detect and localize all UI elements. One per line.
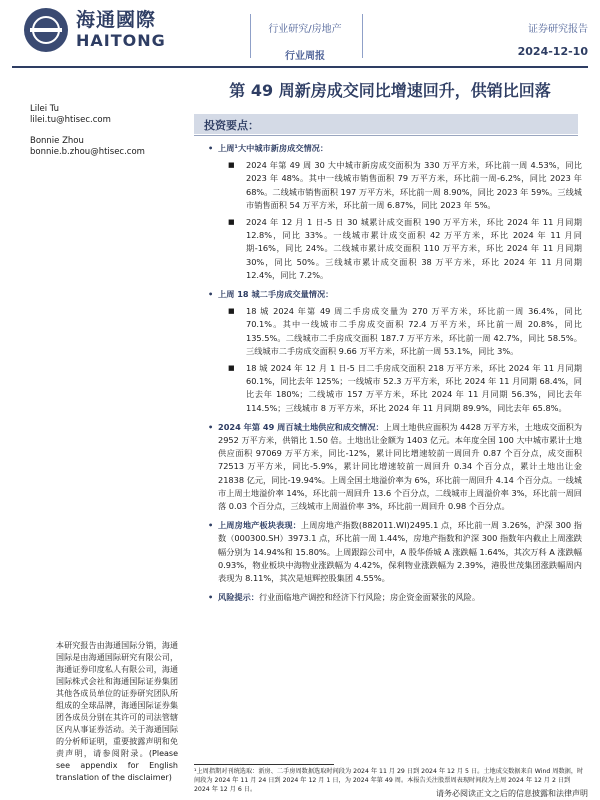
key-points-title: 投资要点：: [204, 119, 259, 132]
key-points-rule: [194, 135, 578, 136]
disclaimer-text: 本研究报告由海通国际分销，海通国际是由海通国际研究有限公司，海通证券印度私人有限公司，海通国际株式会社和海通国际证券集团其他各成员单位的证券研究团队所组成的全球品牌，海通国际证券集团各成员分别在其许可的司法管辖区内从事证券活动。关于海通国际的分析师证明，重要披露声明和免责声明，请参阅附录。(Please see appendix for English translation of the disclaimer): [56, 641, 178, 782]
report-date: 2024-12-10: [517, 45, 588, 58]
key-points-content: [206, 142, 582, 605]
paragraph-lead: 风险提示：: [218, 592, 259, 603]
report-label: 证券研究报告: [528, 24, 588, 35]
paragraph-lead: 上周房地产板块表现：: [218, 520, 301, 531]
header-rule: [12, 66, 588, 68]
bullet-paragraph: ■ 18 城 2024 年第 49 周二手房成交量为 270 万平方米，环比前一周 36.4%，同比 70.1%。其中一线城市二手房成交面积 72.4 万平方米，环比前一周 20.8%，同比 135.5%。二线城市二手房成交面积 187.7 万平方米，环比前一周 42.7%，同比 58.5%。三线城市二手房成交面积 9.66 万平方米，环比前一周 53.1%，同比 3%。: [206, 305, 582, 358]
bullet-paragraph: ■ 18 城 2024 年 12 月 1 日-5 日二手房成交面积 218 万平方米，环比 2024 年 11 月同期 60.1%，同比去年 125%；一线城市 52.3 万平方米，环比 2024 年 11 月同期 68.4%，同比去年 180%；二线城市 157 万平方米，环比 2024 年 11 月同期 56.3%，同比去年 114.5%；三线城市 8 万平方米，环比 2024 年 11 月同期 89.9%，同比去年 65.8%。: [206, 362, 582, 415]
haitong-logo-icon: [24, 8, 68, 52]
report-category: 行业研究/房地产: [268, 24, 342, 35]
paragraph-body: 上周房地产指数(882011.WI)2495.1 点，环比前一周 3.26%，沪深 300 指数（000300.SH）3973.1 点，环比前一周 1.44%，房地产指数和沪深 300 指数年内截止上周涨跌幅分别为 14.94%和 15.80%。上周跟踪公司中，A 股华侨城 A 涨跌幅 1.64%，其次万科 A 涨跌幅 0.93%，物业板块中海物业涨跌幅为 4.42%，保利物业涨跌幅为 2.39%，港股世茂集团涨跌幅周内表现为 8.11%，其次是旭辉控股集团 4.55%。: [218, 520, 582, 584]
report-type: 行业周报: [285, 51, 325, 62]
haitong-logo: [24, 6, 206, 54]
paragraph-body: 上周土地供应面积为 4428 万平方米，土地成交面积为 2952 万平方米，供销比 1.50 倍。土地出让金额为 1403 亿元。本年度全国 100 大中城市累计土地供应面积 97069 万平方米，同比-12%，累计同比增速较前一周回升 0.87 个百分点，成交面积 72513 万平方米，同比-5.9%，累计同比增速较前一周回升 0.34 个百分点，累计土地出让金 21838 亿元，同比-19.94%。上周全国土地溢价率为 6%，环比前一周回升 4.14 个百分点。一线城市上周土地溢价率 14%，环比前一周回升 13.6 个百分点，二线城市上周溢价率 3%，环比前一周回落 0.03 个百分点，三线城市上周溢价率 3%，环比前一周回升 0.98 个百分点。: [218, 421, 583, 512]
author-email[interactable]: bonnie.b.zhou@htisec.com: [30, 147, 145, 157]
land-supply-paragraph: [206, 421, 582, 513]
authors-block: [30, 104, 180, 158]
section-heading: • 上周 18 城二手房成交量情况：: [206, 288, 582, 301]
paragraph-body: 行业面临地产调控和经济下行风险；房企资金面紧张的风险。: [258, 592, 481, 603]
logo-chinese-name: 海通國際: [76, 9, 157, 31]
paragraph-lead: 2024 年第 49 周百城土地供应和成交情况：: [218, 421, 384, 432]
section-heading: • 上周¹大中城市新房成交情况：: [206, 142, 582, 155]
sector-performance-paragraph: [206, 519, 582, 585]
header-divider-left: [250, 14, 251, 58]
risk-paragraph: [206, 591, 582, 604]
author-email[interactable]: lilei.tu@htisec.com: [30, 115, 111, 125]
logo-english-name: HAITONG: [76, 31, 166, 50]
footnote-text: ¹上周指期对刊统选取：新房、二手房周数据选取时间段为 2024 年 11 月 29 日到 2024 年 12 月 5 日。土地成交数据来自 Wind 周数据，时间段为 2024 年 11 月 24 日到 2024 年 12 月 1 日，为 2024 年第 49 周。本报告关注股票周表现时间段为上周 2024 年 12 月 2 日到 2024 年 12 月 6 日。: [194, 768, 584, 793]
bullet-paragraph: ■ 2024 年第 49 周 30 大中城市新房成交面积为 330 万平方米，环比前一周 4.53%，同比 2023 年 48%。其中一线城市销售面积 79 万平方米，环比前一周-6.2%，同比 2023 年 68%。二线城市销售面积 197 万平方米，环比前一周 8.90%，同比 2023 年 59%。三线城市销售面积 54 万平方米，环比前一周 6.87%，同比 2023 年 5%。: [206, 159, 582, 212]
footnote-rule: [194, 764, 334, 765]
header-divider-right: [362, 14, 363, 58]
report-category-block: [255, 20, 355, 62]
report-meta-block: [470, 20, 588, 58]
author-name: Lilei Tu: [30, 104, 60, 114]
author-name: Bonnie Zhou: [30, 136, 84, 146]
bullet-paragraph: ■ 2024 年 12 月 1 日-5 日 30 城累计成交面积 190 万平方米，环比 2024 年 11 月同期 12.8%，同比 33%。一线城市累计成交面积 42 万平方米，环比 2024 年 11 月同期-16%，同比 24%。二线城市累计成交面积 110 万平方米，环比 2024 年 11 月同期 30%，同比 50%。三线城市累计成交面积 38 万平方米，环比 2024 年 11 月同期 12.4%，同比 7.2%。: [206, 216, 582, 282]
footer-notice: 请务必阅读正文之后的信息披露和法律声明: [436, 789, 588, 798]
report-title: 第 49 周新房成交同比增速回升，供销比回落: [229, 81, 551, 100]
